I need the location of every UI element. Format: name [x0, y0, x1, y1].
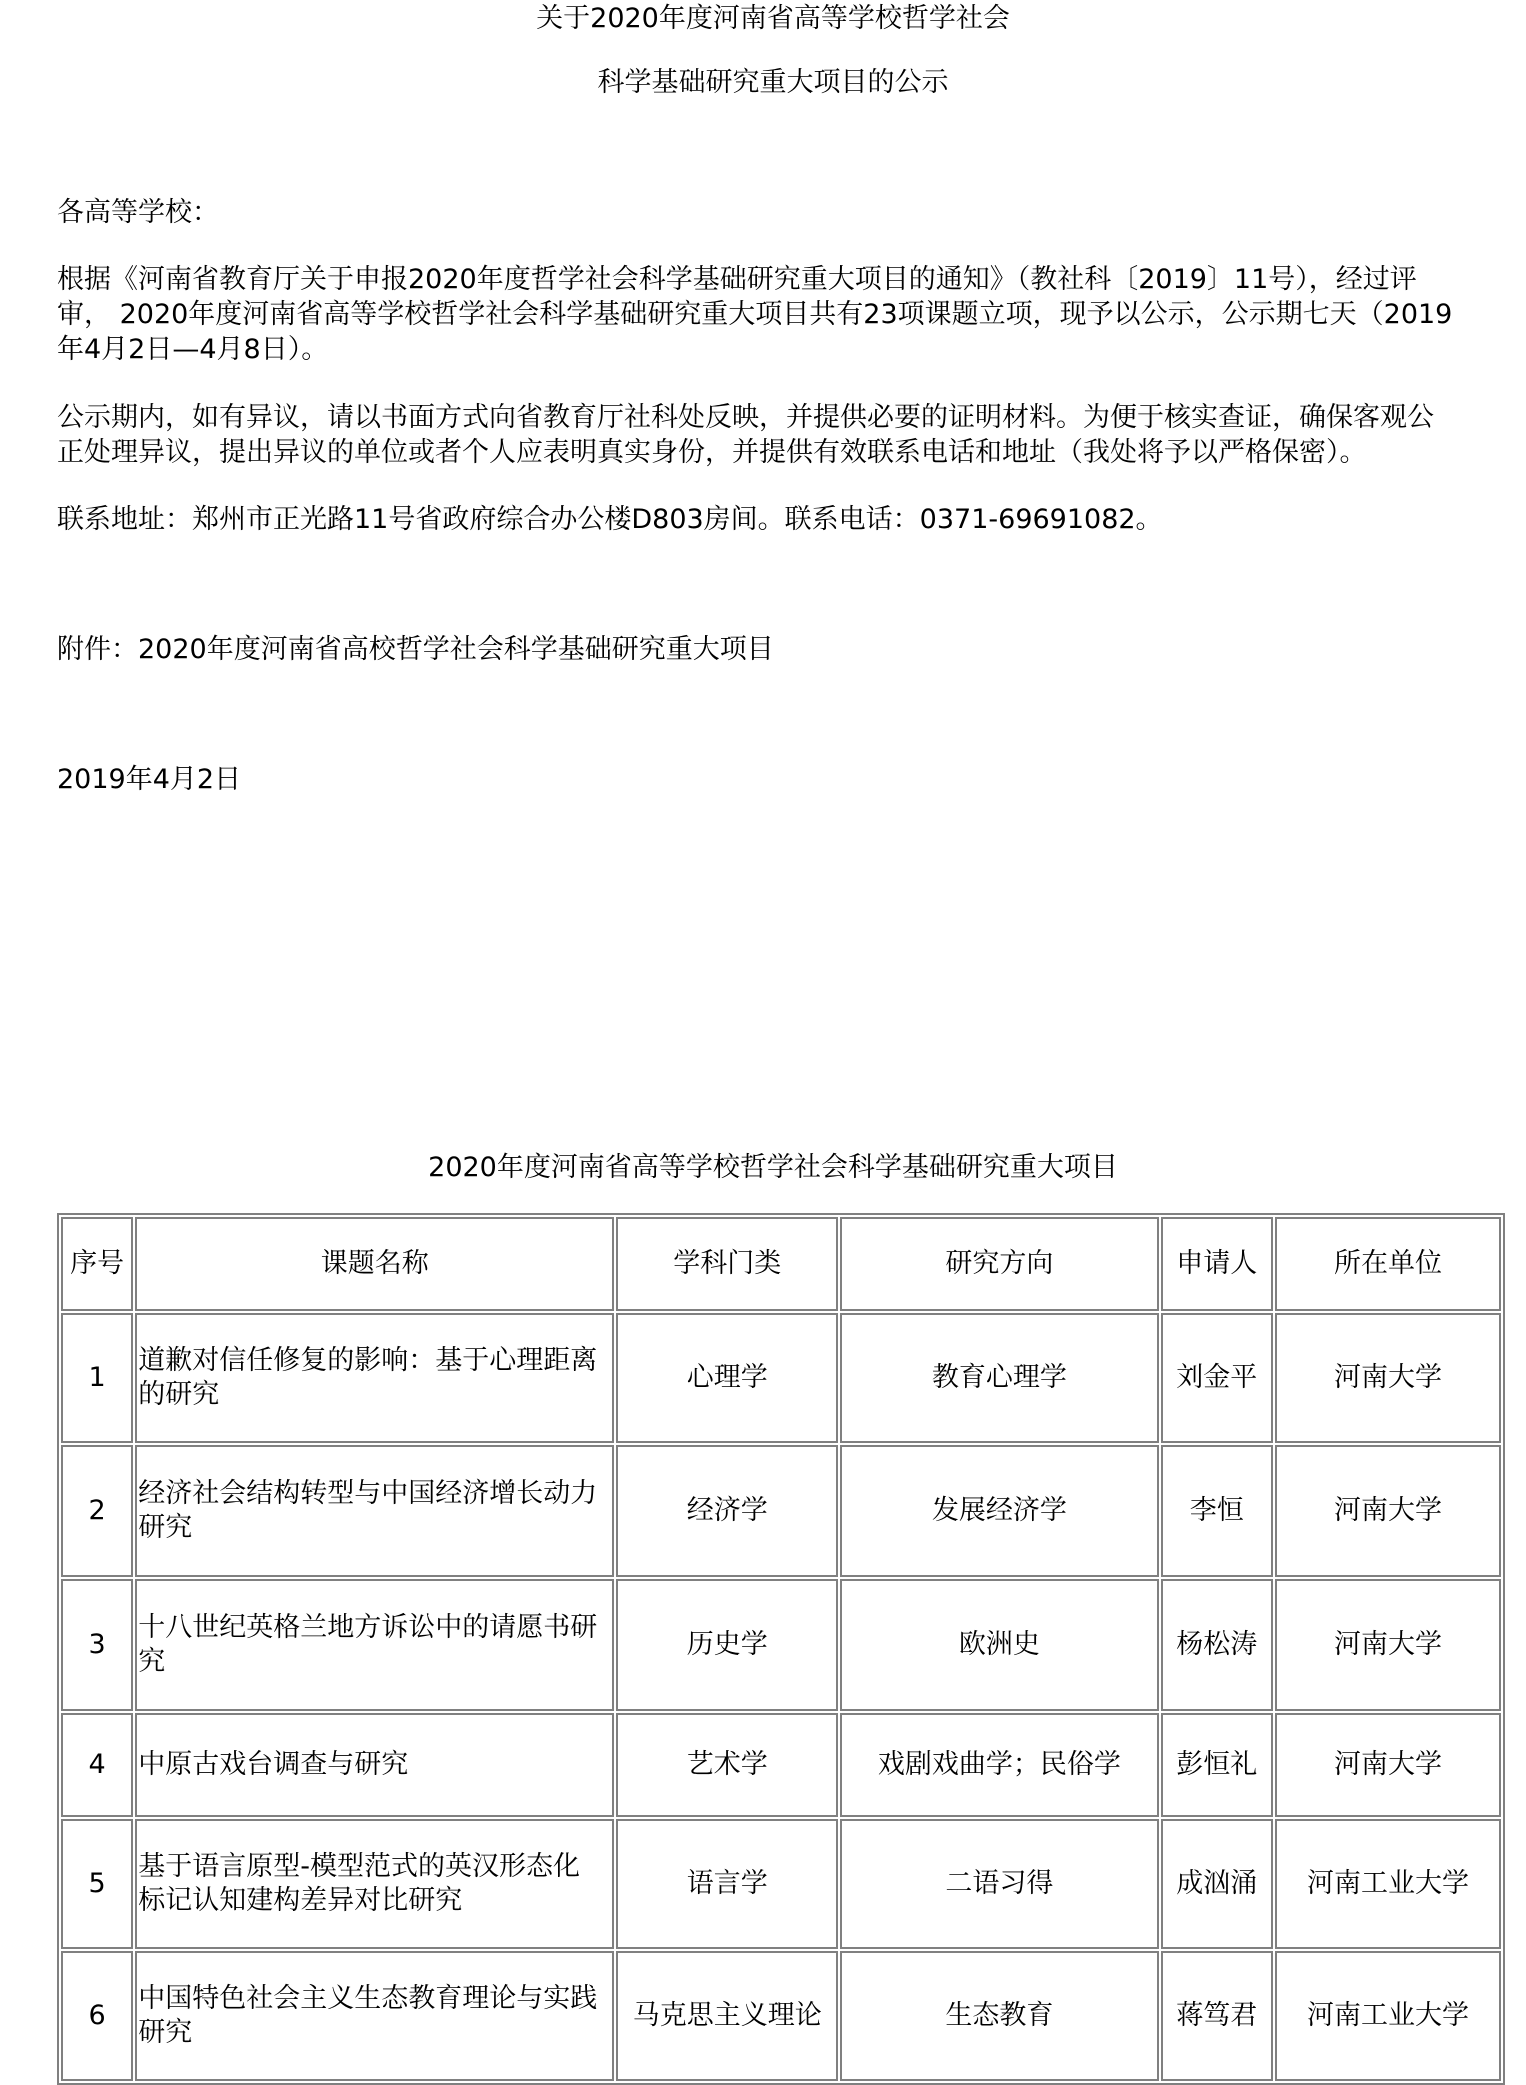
cell-no: 6 — [61, 1951, 133, 2081]
table-row — [61, 1951, 1501, 2081]
cell-discipline: 艺术学 — [616, 1713, 838, 1817]
topic-line-1: 基于语言原型-模型范式的英汉形态化 — [138, 1851, 581, 1882]
topic-line-2: 究 — [138, 1646, 166, 1677]
cell-topic — [135, 1819, 614, 1949]
cell-institution: 河南工业大学 — [1275, 1819, 1501, 1949]
cell-institution: 河南大学 — [1275, 1313, 1501, 1443]
cell-direction: 发展经济学 — [840, 1445, 1158, 1577]
cell-no: 1 — [61, 1313, 133, 1443]
cell-discipline: 心理学 — [616, 1313, 838, 1443]
topic-line-2: 的研究 — [138, 1379, 220, 1410]
table-title: 2020年度河南省高等学校哲学社会科学基础研究重大项目 — [428, 1152, 1118, 1183]
topic-line-1: 经济社会结构转型与中国经济增长动力 — [138, 1478, 598, 1509]
projects-table — [57, 1213, 1505, 2085]
cell-applicant: 李恒 — [1161, 1445, 1273, 1577]
cell-discipline: 经济学 — [616, 1445, 838, 1577]
body-paragraph-line-3: 年4月2日—4月8日）。 — [57, 334, 329, 365]
cell-direction: 欧洲史 — [840, 1579, 1158, 1711]
objection-paragraph-line-1: 公示期内，如有异议，请以书面方式向省教育厅社科处反映，并提供必要的证明材料。为便于核实查证，确保客观公 — [57, 402, 1434, 433]
topic-line-2: 研究 — [138, 1512, 193, 1543]
table-header-row — [61, 1217, 1501, 1311]
topic-line-1: 中国特色社会主义生态教育理论与实践 — [138, 1983, 598, 2014]
cell-discipline: 马克思主义理论 — [616, 1951, 838, 2081]
cell-no: 4 — [61, 1713, 133, 1817]
body-paragraph-line-2: 审， 2020年度河南省高等学校哲学社会科学基础研究重大项目共有23项课题立项，现予以公示，公示期七天（2019 — [57, 299, 1453, 330]
cell-applicant: 彭恒礼 — [1161, 1713, 1273, 1817]
table-row — [61, 1313, 1501, 1443]
header-no: 序号 — [61, 1217, 133, 1311]
cell-topic — [135, 1313, 614, 1443]
header-discipline: 学科门类 — [616, 1217, 838, 1311]
cell-direction: 二语习得 — [840, 1819, 1158, 1949]
table-row — [61, 1713, 1501, 1817]
cell-direction: 教育心理学 — [840, 1313, 1158, 1443]
contact-line: 联系地址：郑州市正光路11号省政府综合办公楼D803房间。联系电话：0371-69691082。 — [57, 504, 1163, 535]
objection-paragraph-line-2: 正处理异议，提出异议的单位或者个人应表明真实身份，并提供有效联系电话和地址（我处将予以严格保密）。 — [57, 437, 1367, 468]
cell-applicant: 成汹涌 — [1161, 1819, 1273, 1949]
notice-title-line-1: 关于2020年度河南省高等学校哲学社会 — [536, 3, 1010, 34]
cell-topic — [135, 1951, 614, 2081]
topic-line-1: 道歉对信任修复的影响：基于心理距离 — [138, 1345, 598, 1376]
cell-topic — [135, 1713, 614, 1817]
table-row — [61, 1579, 1501, 1711]
topic-line-2: 标记认知建构差异对比研究 — [138, 1885, 463, 1916]
table-row — [61, 1445, 1501, 1577]
header-topic: 课题名称 — [135, 1217, 614, 1311]
cell-no: 3 — [61, 1579, 133, 1711]
cell-applicant: 蒋笃君 — [1161, 1951, 1273, 2081]
header-direction: 研究方向 — [840, 1217, 1158, 1311]
cell-institution: 河南大学 — [1275, 1579, 1501, 1711]
topic-line-2: 研究 — [138, 2017, 193, 2048]
salutation: 各高等学校： — [57, 197, 219, 228]
table-row — [61, 1819, 1501, 1949]
cell-institution: 河南工业大学 — [1275, 1951, 1501, 2081]
cell-institution: 河南大学 — [1275, 1713, 1501, 1817]
cell-institution: 河南大学 — [1275, 1445, 1501, 1577]
cell-no: 2 — [61, 1445, 133, 1577]
topic-line-1: 十八世纪英格兰地方诉讼中的请愿书研 — [138, 1612, 598, 1643]
cell-direction: 戏剧戏曲学；民俗学 — [840, 1713, 1158, 1817]
cell-discipline: 历史学 — [616, 1579, 838, 1711]
cell-topic — [135, 1579, 614, 1711]
date-line: 2019年4月2日 — [57, 764, 242, 795]
topic-line-1: 中原古戏台调查与研究 — [138, 1749, 409, 1780]
body-paragraph-line-1: 根据《河南省教育厅关于申报2020年度哲学社会科学基础研究重大项目的通知》（教社科〔2019〕11号），经过评 — [57, 264, 1417, 295]
cell-applicant: 杨松涛 — [1161, 1579, 1273, 1711]
cell-topic — [135, 1445, 614, 1577]
cell-direction: 生态教育 — [840, 1951, 1158, 2081]
cell-applicant: 刘金平 — [1161, 1313, 1273, 1443]
cell-no: 5 — [61, 1819, 133, 1949]
attachment-line: 附件：2020年度河南省高校哲学社会科学基础研究重大项目 — [57, 634, 774, 665]
cell-discipline: 语言学 — [616, 1819, 838, 1949]
notice-title-line-2: 科学基础研究重大项目的公示 — [597, 67, 949, 98]
header-applicant: 申请人 — [1161, 1217, 1273, 1311]
header-institution: 所在单位 — [1275, 1217, 1501, 1311]
